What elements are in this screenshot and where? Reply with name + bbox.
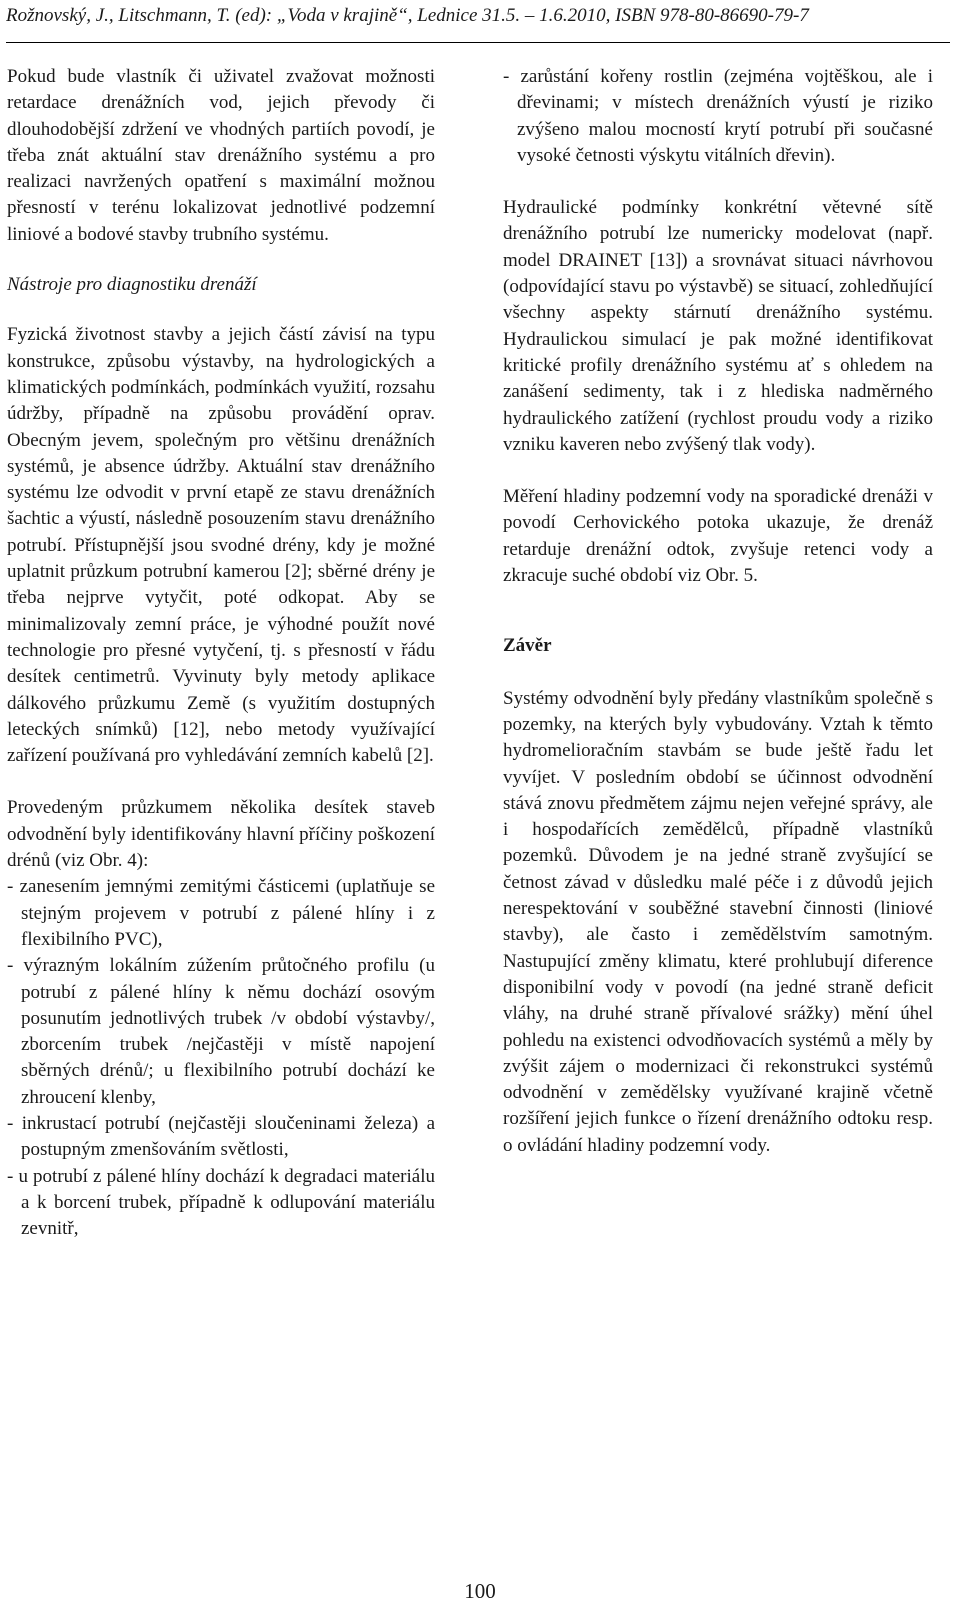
running-head: Rožnovský, J., Litschmann, T. (ed): „Voda v krajině“, Lednice 31.5. – 1.6.2010, ISBN 978-80-86690-79-7 [6,5,809,26]
diagnostics-paragraph: Fyzická životnost stavby a jejich částí závisí na typu konstrukce, způsobu výstavby, na hydrologických a klimatických podmínkách, podmínkách využití, rozsahu údržby, případně na způsobu provádění oprav. Obecným jevem, společným pro většinu drenážních systémů, je absence údržby. Aktuální stav drenážního systému lze odvodit v první etapě ze stavu drenážních šachtic a výustí, následně posouzením stavu drenážního potrubí. Přístupnější jsou svodné drény, kdy je možné uplatnit průzkum potrubní kamerou [2]; sběrné drény je třeba nejprve vytyčit, poté odkopat. Aby se minimalizovaly zemní práce, je výhodné použít nové technologie pro přesné vytyčení, tj. s přesností v řádu desítek centimetrů. Vyvinuty byly metody aplikace dálkového průzkumu Země (s využitím dostupných leteckých snímků) [12], nebo metody využívající zařízení používaná pro vyhledávání zemních kabelů [2]. [7,324,435,767]
conclusion-heading: Závěr [503,635,552,657]
left-column [7,64,435,1242]
measurement-paragraph: Měření hladiny podzemní vody na sporadické drenáži v povodí Cerhovického potoka ukazuje, že drenáž retarduje drenážní odtok, zvyšuje retenci vody a zkracuje suché období viz Obr. 5. [503,486,933,587]
hydraulic-paragraph: Hydraulické podmínky konkrétní větevné sítě drenážního potrubí lze numericky modelovat (např. model DRAINET [13]) a srovnávat situaci návrhovou (odpovídající stavu po výstavbě) se situací, zohledňující všechny aspekty stárnutí drenážního systému. Hydraulickou simulací je pak možné identifikovat kritické profily drenážního systému ať s ohledem na zanášení sedimenty, tak i z hlediska nadměrného hydraulického zatížení (rychlost proudu vody a riziko vzniku kaveren nebo zvýšený tlak vody). [503,197,933,455]
damage-causes-list [7,874,435,1242]
list-item: - zanesením jemnými zemitými částicemi (uplatňuje se stejným projevem v potrubí z pálené hlíny i z flexibilního PVC), [7,876,435,950]
damage-causes-list-continued [503,64,933,169]
survey-paragraph: Provedeným průzkumem několika desítek staveb odvodnění byly identifikovány hlavní příčiny poškození drénů (viz Obr. 4): [7,797,435,872]
list-item: - výrazným lokálním zúžením průtočného profilu (u potrubí z pálené hlíny k němu dochází osovým posunutím jednotlivých trubek /v období výstavby/, zborcením trubek /nejčastěji v místě napojení sběrných drénů/; u flexibilního potrubí dochází ke zhroucení klenby, [7,955,435,1108]
list-item: - inkrustací potrubí (nejčastěji sloučeninami železa) a postupným zmenšováním světlosti, [7,1112,435,1161]
list-item: - zarůstání kořeny rostlin (zejména vojtěškou, ale i dřevinami; v místech drenážních výustí je riziko zvýšeno malou mocností krytí potrubí při současné vysoké četnosti výskytu vitálních dřevin). [503,66,933,166]
header-rule [6,42,950,43]
list-item: - u potrubí z pálené hlíny dochází k degradaci materiálu a k borcení trubek, případně k odlupování materiálu zevnitř, [7,1165,435,1240]
section-subheading: Nástroje pro diagnostiku drenáží [7,274,257,296]
intro-paragraph: Pokud bude vlastník či uživatel zvažovat možnosti retardace drenážních vod, jejich převody či dlouhodobější zdržení ve vhodných partiích povodí, je třeba znát aktuální stav drenážního systému a pro realizaci navržených opatření s maximální možnou přesností v terénu lokalizovat jednotlivé podzemní liniové a bodové stavby trubního systému. [7,66,435,245]
page-number: 100 [464,1579,496,1603]
right-column [503,64,933,1159]
conclusion-paragraph: Systémy odvodnění byly předány vlastníkům společně s pozemky, na kterých byly vybudovány. Vztah k těmto hydromelioračním stavbám se bude ještě řadu let vyvíjet. V posledním období se účinnost odvodnění stává znovu předmětem zájmu nejen veřejné správy, ale i hospodařících zemědělců, případně vlastníků pozemků. Důvodem je na jedné straně zvyšující se četnost závad v důsledku malé péče i z důvodů jejich nerespektování v souběžné stavební činnosti (liniové stavby), ale často i zemědělstvím samotným. Nastupující změny klimatu, které prohlubují diference disponibilní vody v povodí (na jedné straně deficit vláhy, na druhé straně přívalové srážky) mění úhel pohledu na existenci odvodňovacích systémů a měly by zvýšit zájem o modernizaci či rekonstrukci systémů odvodnění v zemědělsky využívané krajině včetně rozšíření jejich funkce o řízení drenážního odtoku resp. o ovládání hladiny podzemní vody. [503,687,933,1156]
